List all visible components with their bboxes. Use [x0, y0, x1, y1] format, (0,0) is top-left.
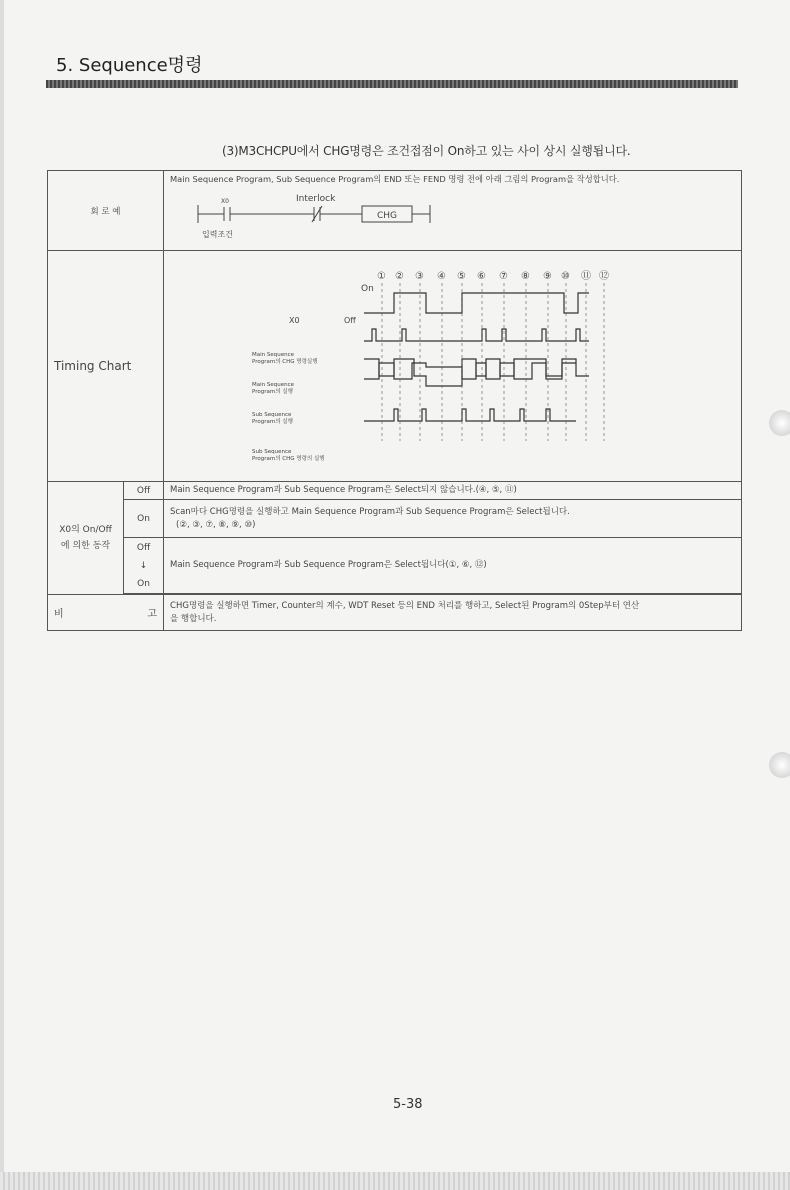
signal4-label-1: Sub Sequence — [252, 449, 292, 455]
x0-operation-label: X0의 On/Off 에 의한 동작 — [48, 482, 124, 595]
off-state-label: Off — [124, 482, 164, 500]
timing-label: Timing Chart — [54, 359, 132, 373]
circuit-row — [48, 171, 742, 251]
circuit-label: 회 로 예 — [48, 171, 164, 251]
signal2-label-2: Program의 실행 — [252, 389, 293, 395]
chg-instruction-table — [47, 170, 742, 631]
signal1-label-1: Main Sequence — [252, 352, 295, 358]
step-number-2: ② — [395, 271, 404, 282]
x0-off-row — [48, 482, 742, 500]
note-label: 비 고 — [48, 595, 164, 631]
page-edge — [0, 0, 4, 1190]
step-number-9: ⑨ — [543, 271, 552, 282]
step-number-11: ⑪ — [581, 271, 592, 282]
timing-label-cell — [48, 251, 164, 482]
timing-cell — [164, 251, 742, 482]
sub-chg-waveform — [364, 409, 576, 421]
on-state-text: Scan마다 CHG명령을 실행하고 Main Sequence Program과 Sub Sequence Program은 Select됩니다. (②, ③, ⑦, ⑧, ⑨, ⑩) — [164, 500, 742, 538]
signal1-label-2: Program의 CHG 명령실행 — [252, 359, 318, 365]
binder-hole-top — [769, 410, 790, 436]
step-number-10: ⑩ — [561, 271, 570, 282]
contact-label: X0 — [221, 198, 229, 205]
binder-hole-bottom — [769, 752, 790, 778]
step-number-7: ⑦ — [499, 271, 508, 282]
step-numbers — [377, 270, 609, 282]
intro-text: (3)M3CHCPU에서 CHG명령은 조건접점이 On하고 있는 사이 상시 실행됩니다. — [222, 144, 631, 158]
x0-waveform — [364, 293, 589, 313]
circuit-note: Main Sequence Program, Sub Sequence Program의 END 또는 FEND 명령 전에 아래 그림의 Program을 작성합니다. — [170, 174, 620, 184]
on-label: On — [361, 284, 374, 294]
section-title: 5. Sequence명령 — [56, 55, 203, 76]
x0-label: X0 — [289, 316, 300, 325]
transition-text: Main Sequence Program과 Sub Sequence Program은 Select됩니다(①, ⑥, ⑫) — [164, 538, 742, 594]
off-label: Off — [344, 316, 356, 325]
step-number-12: ⑫ — [599, 271, 610, 282]
step-number-5: ⑤ — [457, 271, 466, 282]
step-number-3: ③ — [415, 271, 424, 282]
signal3-label-1: Sub Sequence — [252, 412, 292, 418]
signal4-label-2: Program의 CHG 명령의 실행 — [252, 456, 325, 462]
step-number-6: ⑥ — [477, 271, 486, 282]
circuit-cell — [164, 171, 742, 251]
step-number-8: ⑧ — [521, 271, 530, 282]
ladder-diagram — [164, 187, 742, 249]
transition-label: Off ↓ On — [124, 538, 164, 594]
signal3-label-2: Program의 실행 — [252, 419, 293, 425]
sub-exec-waveform — [364, 363, 576, 379]
x0-transition-row — [48, 538, 742, 594]
timing-row — [48, 251, 742, 482]
timing-chart — [164, 251, 742, 481]
step-number-1: ① — [377, 271, 386, 282]
main-chg-waveform — [364, 329, 589, 341]
on-state-label: On — [124, 500, 164, 538]
note-text: CHG명령을 실행하면 Timer, Counter의 계수, WDT Reset 등의 END 처리를 행하고, Select된 Program의 0Step부터 연산 을 행합니다. — [164, 595, 742, 631]
page-number: 5-38 — [393, 1097, 423, 1112]
off-state-text: Main Sequence Program과 Sub Sequence Program은 Select되지 않습니다.(④, ⑤, ⑪) — [164, 482, 742, 500]
section-divider-bar — [46, 80, 738, 88]
signal2-label-1: Main Sequence — [252, 382, 295, 388]
input-condition-label: 입력조건 — [202, 230, 233, 239]
step-number-4: ④ — [437, 271, 446, 282]
chg-instruction-box: CHG — [377, 211, 398, 221]
scan-edge-strip — [0, 1172, 790, 1190]
x0-on-row — [48, 500, 742, 538]
interlock-label: Interlock — [296, 194, 336, 204]
note-row — [48, 595, 742, 631]
